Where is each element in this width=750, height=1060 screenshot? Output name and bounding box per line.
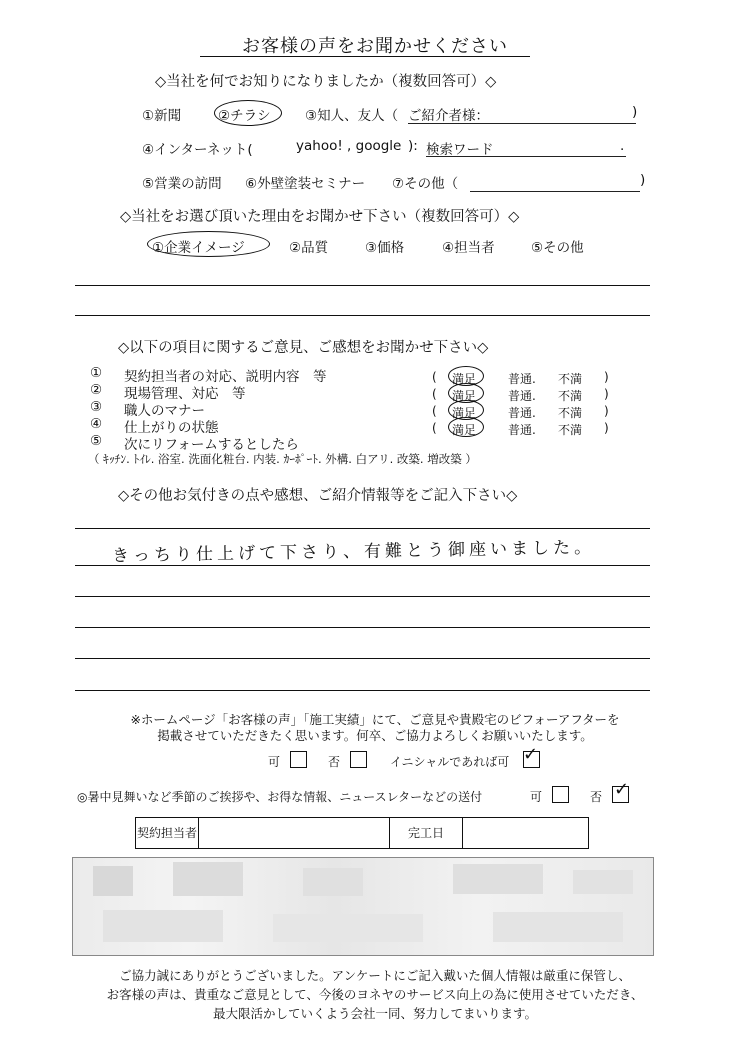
q1-option-internet[interactable]: ④インターネット( (142, 142, 253, 158)
q2-option-quality[interactable]: ②品質 (289, 240, 329, 256)
q1-option-sales-visit[interactable]: ⑤営業の訪問 (142, 176, 222, 192)
q3-item-label: 次にリフォームするとしたら (124, 437, 299, 453)
rating-close: ) (604, 421, 609, 435)
other-field[interactable] (470, 191, 640, 192)
rating-normal[interactable]: 普通. (508, 389, 536, 403)
rating-bad[interactable]: 不満 (558, 372, 583, 386)
footer-line: 最大限活かしていくよう会社一同、努力してまいります。 (212, 1006, 537, 1021)
redaction-block (103, 910, 223, 942)
consent-yes-label: 可 (268, 755, 281, 769)
search-word-label: 検索ワード (426, 142, 494, 158)
rating-open: ( (432, 387, 437, 401)
q1-option-friend[interactable]: ③知人、友人（ (305, 108, 399, 124)
redaction-block (453, 864, 543, 894)
rating-close: ) (604, 387, 609, 401)
rating-bad[interactable]: 不満 (558, 423, 583, 437)
rating-normal[interactable]: 普通. (508, 423, 536, 437)
newsletter-yes-label: 可 (530, 790, 543, 804)
q3-item-num: ⑤ (90, 433, 103, 449)
reform-options[interactable]: （ ｷｯﾁﾝ. ﾄｲﾚ. 浴室. 洗面化粧台. 内装. ｶｰﾎﾟｰﾄ. 外構. 白アリ. 改築. 増改築 ） (88, 452, 477, 466)
internet-sites: yahoo! , google (296, 138, 402, 154)
redaction-block (493, 912, 623, 942)
other-close: ) (640, 172, 646, 188)
referrer-label: ご紹介者様： (408, 108, 489, 124)
q3-item-num: ③ (90, 399, 103, 415)
rating-good[interactable]: 満足 (452, 406, 477, 420)
q2-heading: ◇当社をお選び頂いた理由をお聞かせ下さい（複数回答可）◇ (120, 209, 520, 225)
staff-table (135, 817, 589, 849)
referrer-close: ) (632, 104, 638, 120)
selected-circle-mark (448, 417, 484, 437)
referrer-field[interactable] (408, 123, 636, 124)
contract-staff-field[interactable] (199, 818, 390, 848)
q3-item-num: ④ (90, 416, 103, 432)
internet-close: ): (408, 138, 418, 154)
answer-rule (75, 528, 650, 529)
redaction-block (93, 866, 133, 896)
q1-option-flyer[interactable]: ②チラシ (218, 108, 271, 124)
search-word-dot: . (620, 138, 625, 154)
answer-rule (75, 627, 650, 628)
newsletter-no-label: 否 (590, 790, 603, 804)
consent-no-label: 否 (328, 755, 341, 769)
rating-open: ( (432, 370, 437, 384)
rating-bad[interactable]: 不満 (558, 389, 583, 403)
completion-date-field[interactable] (463, 818, 587, 848)
q2-option-staff[interactable]: ④担当者 (442, 240, 495, 256)
answer-rule (75, 315, 650, 316)
check-mark-icon: ✓ (614, 779, 630, 800)
rating-normal[interactable]: 普通. (508, 372, 536, 386)
rating-good[interactable]: 満足 (452, 372, 477, 386)
q3-item-num: ① (90, 365, 103, 381)
q3-item-label: 現場管理、対応 等 (124, 386, 246, 402)
q3-item-label: 職人のマナー (124, 403, 205, 419)
rating-good[interactable]: 満足 (452, 389, 477, 403)
consent-text-1: ※ホームページ「お客様の声」「施工実績」にて、ご意見や貴殿宅のビフォーアフターを (130, 712, 620, 727)
consent-text-2: 掲載させていただきたく思います。何卒、ご協力よろしくお願いいたします。 (157, 728, 593, 743)
redaction-block (173, 862, 243, 896)
footer-line: お客様の声は、貴重なご意見として、今後のヨネヤのサービス向上の為に使用させていただき、 (106, 987, 644, 1002)
q1-option-seminar[interactable]: ⑥外壁塗装セミナー (245, 176, 366, 192)
rating-good[interactable]: 満足 (452, 423, 477, 437)
rating-open: ( (432, 421, 437, 435)
newsletter-text: ◎暑中見舞いなど季節のご挨拶や、お得な情報、ニュースレターなどの送付 (77, 790, 483, 804)
completion-date-label: 完工日 (390, 818, 463, 848)
redaction-block (573, 870, 633, 894)
selected-circle-mark (147, 231, 270, 257)
survey-title: お客様の声をお聞かせください (242, 36, 508, 57)
q2-option-image[interactable]: ①企業イメージ (152, 240, 245, 256)
q3-item-label: 契約担当者の対応、説明内容 等 (124, 369, 327, 385)
q4-heading: ◇その他お気付きの点や感想、ご紹介情報等をご記入下さい◇ (118, 488, 518, 504)
consent-yes-checkbox[interactable] (290, 751, 307, 768)
answer-rule (75, 690, 650, 691)
consent-initials-label: イニシャルであれば可 (390, 755, 510, 769)
contract-staff-label: 契約担当者 (136, 818, 199, 848)
q2-option-price[interactable]: ③価格 (365, 240, 405, 256)
answer-rule (75, 658, 650, 659)
footer-line: ご協力誠にありがとうございました。アンケートにご記入戴いた個人情報は厳重に保管し、 (119, 968, 631, 983)
rating-normal[interactable]: 普通. (508, 406, 536, 420)
q1-option-newspaper[interactable]: ①新聞 (142, 108, 182, 124)
rating-bad[interactable]: 不満 (558, 406, 583, 420)
newsletter-yes-checkbox[interactable] (552, 786, 569, 803)
redaction-block (273, 914, 423, 942)
redaction-block (303, 868, 363, 896)
answer-rule (75, 596, 650, 597)
q2-option-other[interactable]: ⑤その他 (531, 240, 584, 256)
consent-no-checkbox[interactable] (350, 751, 367, 768)
rating-close: ) (604, 404, 609, 418)
q1-heading: ◇当社を何でお知りになりましたか（複数回答可）◇ (155, 74, 497, 90)
search-word-field[interactable] (426, 156, 626, 157)
answer-rule (75, 565, 650, 566)
rating-open: ( (432, 404, 437, 418)
selected-circle-mark (214, 100, 282, 126)
q3-item-label: 仕上がりの状態 (124, 420, 219, 436)
answer-rule (75, 285, 650, 286)
check-mark-icon: ✓ (523, 744, 539, 765)
q3-item-num: ② (90, 382, 103, 398)
q3-heading: ◇以下の項目に関するご意見、ご感想をお聞かせ下さい◇ (118, 340, 489, 356)
q1-option-other[interactable]: ⑦その他（ (392, 176, 459, 192)
redacted-customer-info (72, 857, 654, 956)
title-underline (200, 56, 530, 57)
handwritten-comment: きっちり仕上げて下さり、有難とう御座いました。 (111, 537, 596, 567)
rating-close: ) (604, 370, 609, 384)
